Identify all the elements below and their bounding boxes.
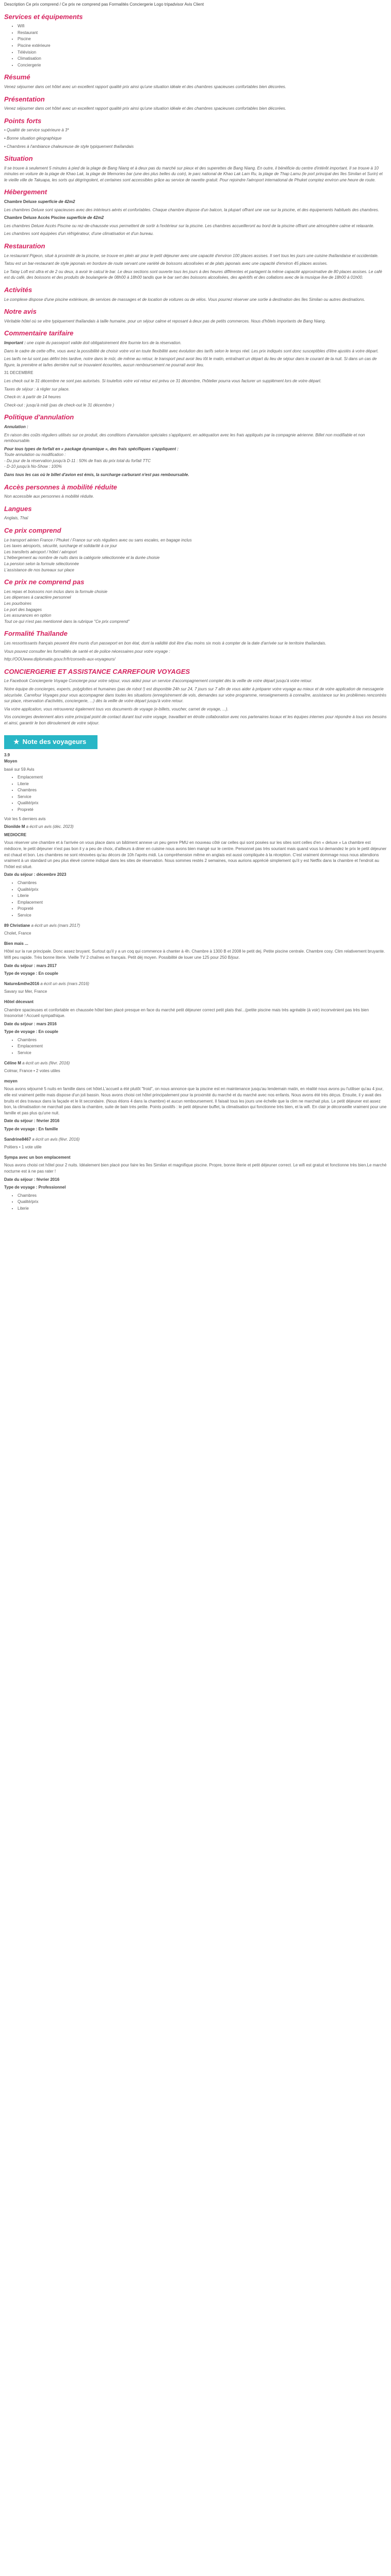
list-item: • Propreté — [18, 906, 387, 912]
list-item: • Télévision — [18, 49, 387, 56]
list-item: • Qualité/prix — [18, 1199, 387, 1205]
section-title: Accès personnes à mobilité réduite — [4, 483, 117, 491]
tarif-text: Les tarifs ne lui sont pas défini très tardive, notre dans le mûr, de même au retour, le transport peut avoir lieu tôt le matin, entraînant un départ du lieu de séjour dans le courant de la nuit. Si dans un cas de figure, la première et la/les dernière nuit se trouvaient écourtées, aucun remboursement ne pourrait avoir lieu. — [4, 357, 377, 367]
review-title: MEDIOCRE — [4, 832, 27, 837]
reviews-list — [4, 824, 387, 1211]
tarif-text: Check-out : jusqu'à midi (pas de check-out le 31 décembre ) — [4, 402, 115, 408]
conciergerie-text: Via votre application, vous retrouverez également tous vos documents de voyage (e-billets, voucher, carnet de voyage, ...). — [4, 706, 229, 711]
review-text: Chambre spacieuses et confortable en chaussée hôtel bien placé presque en face du marché petit déjeuner correct petit plats thaï...(petite piscine mais très agréable (à voir) inconvénient pas très bien Insonorisé ! Accueil sympathique. — [4, 1007, 369, 1019]
room-heading: Chambre Deluxe Accès Piscine superficie de 42m2 — [4, 215, 104, 221]
section-resume — [4, 73, 387, 90]
annulation-text: Pour tous types de forfait en « package dynamique », des frais spécifiques s'appliquent : Toute annulation ou modification : - Du jour de la réservation jusqu'à D-11 : 50% de frais du prix total du forfait TTC - D-10 jusqu'à No-Show : 100% — [4, 446, 178, 469]
notes-based-on: basé sur 59 Avis — [4, 767, 35, 772]
review — [4, 1155, 387, 1212]
section-presentation — [4, 95, 387, 112]
section-title: Hébergement — [4, 188, 47, 196]
restauration-text: Le Tatay Loft est ultra et de 2 ou deux, à avoir le calcul le bar. Le deux sections sont ouverte tous les jours à des heures différentes et partagent la même capacité approximative de 80 places assises. Le café est du café, des boissons et des produits de boulangerie de 08h00 à 18h00 tandis que le bar sert des boissons alcoolisées, des apéritifs et des collations avec de la musique live de 18h00 à 01h00. — [4, 269, 382, 280]
review-tags — [4, 1037, 387, 1056]
review-date: Date du séjour : mars 2016 — [4, 1021, 57, 1026]
list-item: • Literie — [18, 893, 387, 899]
restauration-text: Tatou est un bar-restaurant de style japonais en bordure de route servant une variété de boissons alcoolisées et de plats japonais avec une capacité d'environ 45 places assises. — [4, 261, 328, 266]
section-title: Commentaire tarifaire — [4, 329, 74, 337]
section-title: Notre avis — [4, 308, 37, 316]
section-conciergerie — [4, 668, 387, 726]
section-notre-avis — [4, 308, 387, 324]
list-item: • Service — [18, 1050, 387, 1056]
section-situation — [4, 155, 387, 183]
activites-text: Le complexe dispose d'une piscine extérieure, de services de massages et de location de voitures ou de vélos. Vous pourrez réserver une sortie à destination des îles Similan ou autres destinations. — [4, 297, 365, 302]
top-nav-text: Description Ce prix comprend / Ce prix ne comprend pas Formalités Conciergerie Logo tripadvisor Avis Client — [4, 2, 204, 7]
review-location: Cholet, France — [4, 931, 31, 936]
section-langues — [4, 505, 387, 521]
review-author: Sandrine8467 a écrit un avis (févr. 2016) — [4, 1137, 80, 1142]
review-trip-type: Type de voyage : En couple — [4, 971, 58, 976]
section-title: Ce prix ne comprend pas — [4, 578, 85, 586]
mobilite-text: Non accessible aux personnes à mobilité réduite. — [4, 494, 94, 499]
list-item: • Qualité/prix — [18, 887, 387, 893]
point-item: • Qualité de service supérieure à 3* — [4, 128, 69, 133]
review-text: Vous réserver une chambre et à l'arrivée on vous place dans un bâtiment annexe un peu genre PMU en nouveau côté car celles qui sont posées sur les sites sont celles d'en « deluxe » La chambre est médiocre, le petit déjeuner n'est pas bon il y a peu de choix, d'ailleurs à diner en cuisine nous avons bien mangé sur le centre. Personnel pas très souriant mais quand vous lui demandez le prix le petit déjeuner est chaud et bon. Les chambres ne sont rénovées qu'au décors de 10h l'après midi. La compréhension même en anglais est aussi compliquée à la réception. C'est vraiment dommage nous nous attendions vraiment à un standard un peu plus élevé comme indiqué dans les sites de réservation. Nous sommes restés 2 semaines, nous aurions apprécié simplement qu'il y est Netflix dans la chambre et l'endroit au l'hôtel est situé. — [4, 840, 387, 869]
review-trip-type: Type de voyage : Professionnel — [4, 1185, 66, 1190]
section-title: Ce prix comprend — [4, 527, 61, 535]
review-location: Savary sur Mer, France — [4, 989, 47, 994]
section-activites — [4, 286, 387, 302]
room-text: Les chambres Deluxe Accès Piscine ou rez-de-chaussée vous permettent de sortir à l'extérieur sur la piscine. Les chambres accueilleront au bord de la piscine offrant une atmosphère calme et relaxante. — [4, 223, 374, 228]
list-item: • Climatisation — [18, 56, 387, 62]
review-title: moyen — [4, 1078, 18, 1083]
list-item: • Emplacement — [18, 1043, 387, 1049]
see-reviews-link[interactable]: Voir les 5 derniers avis — [4, 816, 46, 821]
section-title: CONCIERGERIE ET ASSISTANCE CARREFOUR VOYAGES — [4, 667, 190, 675]
section-title: Activités — [4, 286, 32, 294]
presentation-text: Venez séjourner dans cet hôtel avec un excellent rapport qualité prix ainsi qu'une situation idéale et des chambres spacieuses confortables bien décorées. — [4, 106, 286, 111]
section-prix-non-comprend — [4, 578, 387, 624]
langues-text: Anglais, Thaï — [4, 516, 28, 521]
review-trip-type: Type de voyage : En couple — [4, 1029, 58, 1035]
list-item: • Chambres — [18, 1193, 387, 1199]
section-title: Services et équipements — [4, 12, 83, 21]
review-author: 89 Christiane a écrit un avis (mars 2017) — [4, 923, 80, 928]
review — [4, 1060, 387, 1074]
situation-text: Il se trouve à seulement 5 minutes à pied de la plage de Bang Niang et à deux pas du marché sur pieux et des superettes de Bang Niang. En outre, il bénéficie du centre d'intérêt important. Il se trouve à 10 minutes en voiture de la plage de Khao Lak, la plage de Memories bar (une des plus belles du coin), le parc national de Khao Lak Lam Ru, la plage de Thap Lamu (le port principal des îles Similan et Surin) et le vieille ville de Takuapa, les sorts qui dégringolent, et certaines sont accessibles grâce au service de navette gratuit. Pour rejoindre l'aéroport international de Phuket comptez environ une heure de route. — [4, 165, 383, 182]
list-item: • Wifi — [18, 23, 387, 29]
review-date: Date du séjour : février 2016 — [4, 1118, 60, 1124]
annulation-text: Dans tous les cas où le billet d'avion est émis, la surcharge carburant n'est pas remboursable. — [4, 472, 189, 478]
review-date: Date du séjour : décembre 2023 — [4, 872, 67, 877]
review-date: Date du séjour : février 2016 — [4, 1177, 60, 1182]
prix-line: Les repas et boissons non inclus dans la formule choisie Les dépenses à caractère personnel Les pourboires Le port des bagages Les assurances en option Tout ce qui n'est pas mentionné dans la rubrique "Ce prix comprend" — [4, 589, 130, 624]
conciergerie-text: Vos concierges deviennent alors votre principal point de contact durant tout votre voyage, travaillant en étroite collaboration avec nos partenaires locaux et les équipes internes pour répondre à tous vos besoins et ainsi, garantir le bon déroulement de votre séjour. — [4, 715, 387, 725]
formalite-text: Vous pouvez consulter les formalités de santé et de police nécessaires pour votre voyage : — [4, 649, 170, 654]
section-prix-comprend — [4, 527, 387, 573]
review — [4, 1137, 387, 1150]
room-heading: Chambre Deluxe superficie de 42m2 — [4, 199, 75, 205]
section-tarifaire — [4, 329, 387, 408]
formalite-link[interactable]: http://OOUwww.diplomatie.gouv.fr/fr/conseils-aux-voyageurs/ — [4, 657, 116, 662]
room-text: Les chambres Deluxe sont spacieuses avec des intérieurs aérés et confortables. Chaque chambre dispose d'un balcon, la plupart offrant une vue sur la piscine, et des équipements habituels des chambres. — [4, 207, 379, 212]
list-item: • Emplacement — [18, 774, 387, 781]
list-item: • Chambres — [18, 880, 387, 886]
prix-line: Le transport aérien France / Phuket / France sur vols réguliers avec ou sans escales, en bagage inclus Les taxes aéroports, sécurité, surcharge et solidarité à ce jour Les transferts aéroport / hôtel / aéroport L'hébergement au nombre de nuits dans la catégorie sélectionnée et la durée choisie La pension selon la formule sélectionnée L'assistance de nos bureaux sur place — [4, 537, 192, 572]
tarif-text: Check-in: à partir de 14 heures — [4, 395, 61, 400]
annulation-text: En raison des coûts réguliers utilisés sur ce produit, des conditions d'annulation spéciales s'appliquent, en adéquation avec les frais appliqués par la compagnie aérienne. Billet non modifiable et non remboursable. — [4, 432, 365, 444]
section-title: Situation — [4, 155, 33, 163]
list-item: • Chambres — [18, 787, 387, 793]
section-title: Restauration — [4, 242, 45, 250]
review-title: Sympa avec un bon emplacement — [4, 1155, 71, 1160]
star-icon: ★ — [13, 738, 20, 746]
review-author: Céline M a écrit un avis (févr. 2016) — [4, 1060, 70, 1065]
list-item: • Service — [18, 912, 387, 919]
review — [4, 999, 387, 1056]
review — [4, 981, 387, 995]
review-tags — [4, 1193, 387, 1212]
review-author: Dionilde M a écrit un avis (déc. 2023) — [4, 824, 74, 829]
list-item: • Qualité/prix — [18, 800, 387, 806]
review-location: Poitiers • 1 vote utile — [4, 1145, 42, 1150]
list-item: • Conciergerie — [18, 62, 387, 69]
tarif-text: 31 DECEMBRE — [4, 370, 34, 376]
list-item: • Literie — [18, 781, 387, 787]
review-text: Hôtel sur la rue principale. Donc assez bruyant. Surtout qu'il y a un coq qui commence à chanter à 4h. Chambre à 1300 B et 2008 le petit dej. Petite piscine centrale. Chambre cosy. Clim relativement bruyante. Wifi peu rapide. Très bonne literie. Vieille TV 2 chaînes en français. Petit déj moyen. Possibilité de louer une 125 pour 250 B/jour. — [4, 949, 385, 960]
section-title: Points forts — [4, 116, 42, 125]
section-title: Politique d'annulation — [4, 413, 74, 421]
room-text: Les chambres sont équipées d'un réfrigérateur, d'une climatisation et d'un bureau. — [4, 231, 154, 236]
review-title: Hôtel décevant — [4, 999, 34, 1004]
section-mobilite — [4, 483, 387, 500]
tarif-text: Dans le cadre de cette offre, vous avez la possibilité de choisir votre vol en toute flexibilité avec évolution des tarifs selon le temps réel. Les prix indiqués sont donc susceptibles d'être ajustés à votre départ. — [4, 348, 379, 353]
conciergerie-text: Notre équipe de concierges, experts, polyglottes et humaines (pas de robot !) est disponible 24h sur 24, 7 jours sur 7 afin de vous aider à préparer votre voyage au mieux et de votre application de messagerie sécurisée. Carrefour Voyages pour vous accompagner dans toutes les situations (enregistrement de vols, demandes sur votre programme, renseignements à connaître, assistance sur les problèmes rencontrés sur place, réservation d'activités, conciergerie, ...) dès la veille de votre départ jusqu'à votre retour. — [4, 686, 386, 704]
tarif-text: Les check out le 31 décembre ne sont pas autorisés. Si toutefois votre vol retour est prévu ce 31 décembre, l'hôtelier pourra vous facturer un supplément lors de votre départ. — [4, 378, 322, 383]
section-title: Présentation — [4, 95, 45, 103]
tarif-text: Important : une copie du passeport valide doit obligatoirement être fournie lors de la réservation. — [4, 340, 182, 345]
tarif-text: Taxes de séjour : à régler sur place. — [4, 386, 70, 392]
notes-banner: ★ Note des voyageurs — [4, 735, 97, 749]
restauration-text: Le restaurant Pigeon, situé à proximité de la piscine, se trouve en plein air pour le petit déjeuner avec une capacité d'environ 100 places assises. Il sert tous les jours une cuisine thaïlandaise et occidentale. — [4, 253, 379, 258]
review — [4, 941, 387, 977]
section-services — [4, 13, 387, 69]
review-text: Nous avons choisi cet hôtel pour 2 nuits. Idéalement bien placé pour faire les îles Similan et magnifique piscine. Propre, bonne literie et petit déjeuner correct. Le wifi est gratuit et fonctionne très bien.Le marché nocturne est à ne pas rater ! — [4, 1163, 387, 1174]
conciergerie-text: Le Facebook Conciergerie Voyage Concierge pour votre séjour, vous aidez pour un service d'accompagnement complet dès la veille de votre départ jusqu'à votre retour. — [4, 679, 313, 684]
page — [0, 0, 391, 1212]
notes-summary-list — [4, 774, 387, 813]
review — [4, 923, 387, 937]
review — [4, 824, 387, 918]
annulation-heading: Annulation : — [4, 424, 28, 429]
section-title: Langues — [4, 504, 32, 513]
section-formalite — [4, 630, 387, 662]
list-item: • Emplacement — [18, 900, 387, 906]
review-location: Colmar, France • 2 votes utiles — [4, 1069, 60, 1074]
point-item: • Bonne situation géographique — [4, 135, 62, 141]
review-title: Bien mais ... — [4, 941, 28, 946]
notes-section — [4, 728, 387, 822]
section-title: Résumé — [4, 73, 30, 81]
resume-text: Venez séjourner dans cet hôtel avec un excellent rapport qualité prix ainsi qu'une situation idéale et des chambres spacieuses confortables bien décorées. — [4, 84, 286, 89]
review-author: Nature&mthe2016 a écrit un avis (mars 2016) — [4, 981, 89, 986]
section-annulation — [4, 413, 387, 478]
section-title: Formalité Thaïlande — [4, 630, 68, 638]
review-tags — [4, 880, 387, 919]
review-date: Date du séjour : mars 2017 — [4, 963, 57, 968]
list-item: • Piscine extérieure — [18, 43, 387, 49]
notes-score: 3.9 — [4, 753, 10, 758]
review-trip-type: Type de voyage : En famille — [4, 1127, 58, 1131]
notes-score-label: Moyen — [4, 758, 18, 764]
list-item: • Literie — [18, 1206, 387, 1212]
list-item: • Service — [18, 794, 387, 800]
list-item: • Propreté — [18, 807, 387, 813]
review — [4, 1078, 387, 1132]
point-item: • Chambres à l'ambiance chaleureuse de style typiquement thaïlandais — [4, 144, 134, 149]
list-item: • Restaurant — [18, 30, 387, 36]
list-item: • Piscine — [18, 36, 387, 42]
section-restauration — [4, 242, 387, 281]
review-text: Nous avons séjourné 5 nuits en famille dans cet hôtel.L'accueil a été plutôt "froid", on nous annonce que la piscine est en maintenance jusqu'au lendemain matin, en réalité nous avons pu l'utiliser qu'au 4 jour, elle est vraiment petite mais dispose d'un joli bassin. Nous avons choisi cet hôtel principalement pour la proximité du marché et du marché avec nos enfants. Nous avons été très déçus. Ensuite, il y avait des bruits et des travaux dans la façade et le lit secondaire. (Nous étions 4 dans la chambre) et aucun remboursement. Il faisait tous les jours une échelle que la clim ne marchait plus. Le petit déjeuner est assez bon, la climatisation ne marchait pas dans la chambre, suite de bain très petite. Points positifs : le petit déjeuner buffet, la climatisation qui fonctionne très bien, et la wifi. En clair je déconseille vraiment pour une famille et pas plus qu'une nuit. — [4, 1087, 387, 1115]
formalite-text: Les ressortissants français peuvent être munis d'un passeport en bon état, dont la validité doit être d'au moins six mois à compter de la date d'arrivée sur le territoire thaïlandais. — [4, 640, 327, 646]
list-item: • Chambres — [18, 1037, 387, 1043]
services-list — [4, 23, 387, 68]
notre-avis-text: Véritable hôtel où se vitre typiquement thaïlandais à taille humaine, pour un séjour calme et reposant à deux pas de petits commerces. Nous d'hôtels importants de Bang Niang. — [4, 318, 326, 324]
section-hebergement — [4, 188, 387, 237]
section-points-forts — [4, 117, 387, 149]
